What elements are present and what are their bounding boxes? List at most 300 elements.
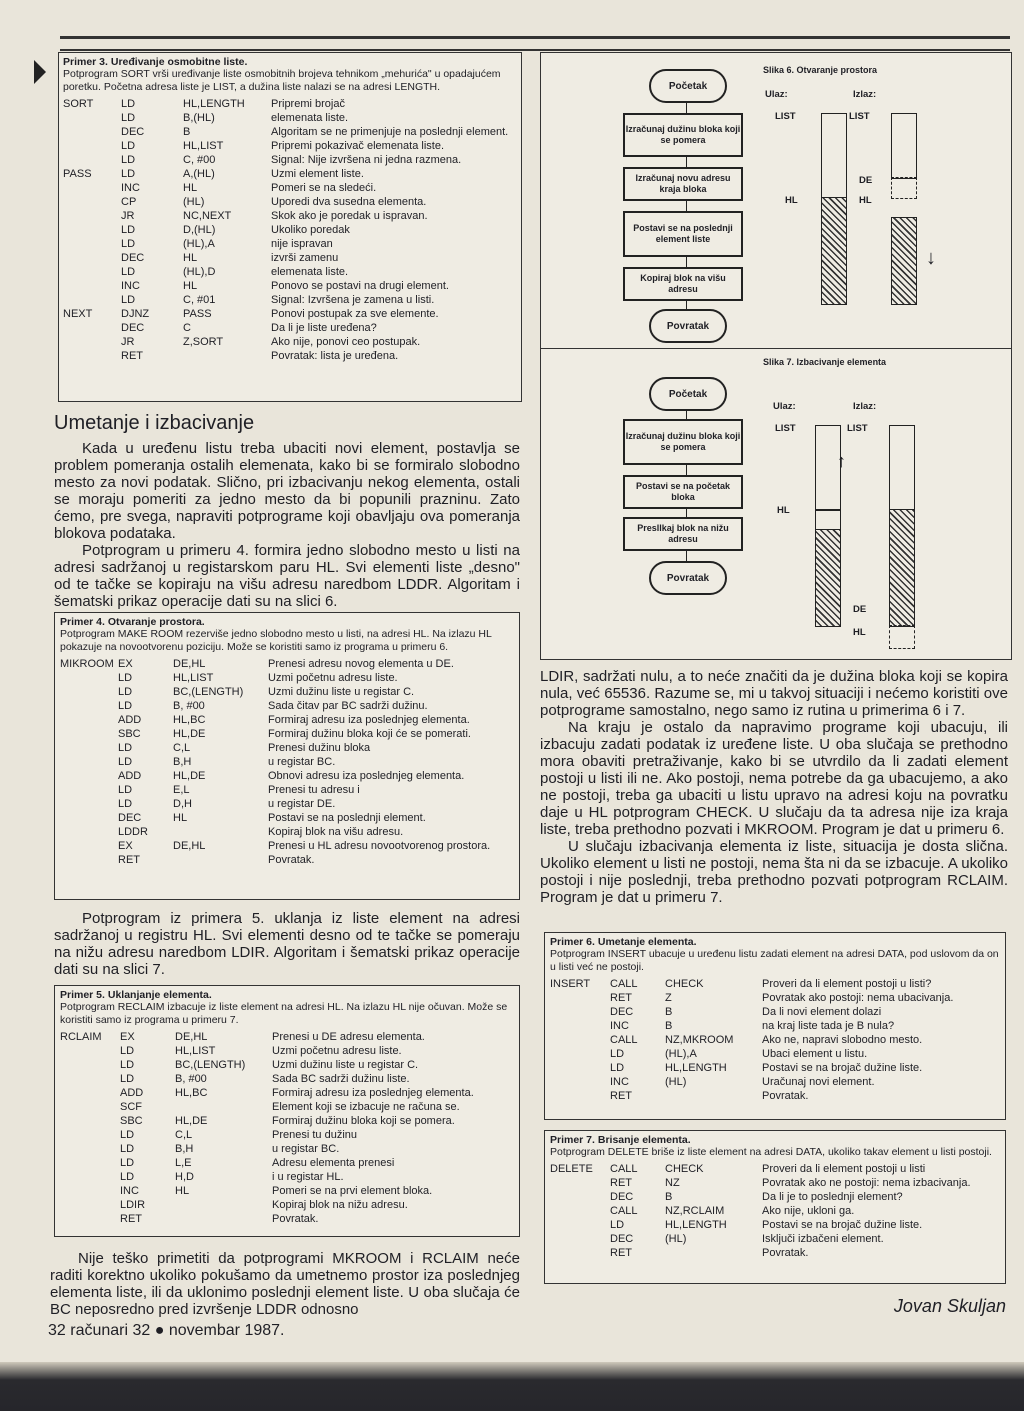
code-comment: Ako nije, ponovi ceo postupak. (271, 336, 421, 348)
code-row (550, 977, 1000, 991)
code-row (63, 167, 517, 181)
code-comment: Povratak ako postoji: nema ubacivanja. (762, 992, 954, 1004)
fig7-col-in-deleted (815, 509, 841, 531)
code-opcode: CP (121, 196, 137, 208)
code-comment: Uzmi dužinu liste u registar C. (272, 1059, 419, 1071)
code-row (63, 293, 517, 307)
code-operand: HL (183, 252, 198, 264)
fig6-step3: Postavi se na poslednji element liste (623, 211, 743, 257)
code-operand: NZ (665, 1177, 680, 1189)
code-operand: H,D (175, 1171, 194, 1183)
fig6-izlaz: Izlaz: (853, 89, 877, 100)
code-label (63, 265, 121, 279)
fig6-caption: Slika 6. Otvaranje prostora (763, 65, 878, 75)
code-row (60, 741, 514, 755)
figure6 (540, 52, 1012, 350)
code-label: MIKROOM (60, 658, 114, 670)
code-row (60, 825, 514, 839)
fig6-col-in-hatch (821, 197, 847, 305)
code-comment: Skok ako je poredak u ispravan. (271, 210, 428, 222)
code-label (63, 223, 121, 237)
fig6-col-out-new (891, 177, 917, 199)
code-opcode: LD (121, 266, 136, 278)
code-row (60, 1156, 514, 1170)
code-row (63, 335, 517, 349)
fig6-de-out: DE (859, 175, 873, 186)
code-opcode: DEC (118, 812, 142, 824)
code-comment: Pomeri se na sledeći. (271, 182, 377, 194)
primer5-title: Primer 5. Uklanjanje elementa. (60, 989, 212, 1001)
code-operand: BC,(LENGTH) (173, 686, 244, 698)
primer7-box (544, 1130, 1006, 1284)
fig6-connector (686, 101, 687, 113)
code-comment: Ako ne, napravi slobodno mesto. (762, 1034, 923, 1046)
code-operand: HL,LIST (175, 1045, 216, 1057)
code-comment: Da li novi element dolazi (762, 1006, 882, 1018)
code-opcode: LD (120, 1143, 135, 1155)
code-row (60, 1086, 514, 1100)
code-row (60, 1128, 514, 1142)
fig6-step1: Izračunaj dužinu bloka koji se pomera (623, 113, 743, 157)
code-label (63, 139, 121, 153)
primer3-code (63, 97, 517, 363)
code-label (60, 853, 118, 867)
code-operand: C, #00 (183, 154, 216, 166)
code-operand: HL (173, 812, 188, 824)
code-opcode: LD (610, 1048, 625, 1060)
code-row (550, 1075, 1000, 1089)
code-row (63, 223, 517, 237)
code-operand: (HL),A (665, 1048, 697, 1060)
code-label (60, 713, 118, 727)
fig7-col-out-free (889, 625, 915, 649)
code-label (550, 1075, 610, 1089)
code-row (60, 1044, 514, 1058)
page-marker-arrow-icon (34, 60, 46, 84)
code-opcode: INC (121, 280, 140, 292)
code-opcode: ADD (118, 714, 142, 726)
code-row (550, 1232, 1000, 1246)
code-comment: izvrši zamenu (271, 252, 339, 264)
code-row (550, 1218, 1000, 1232)
fig6-hl-in: HL (785, 195, 798, 206)
code-comment: Povratak. (272, 1213, 319, 1225)
code-operand: D,(HL) (183, 224, 216, 236)
code-opcode: JR (121, 210, 135, 222)
code-row (60, 657, 514, 671)
text3-p: Nije teško primetiti da potprogrami MKROOM i RCLAIM neće raditi korektno ukoliko pokušamo da umetnemo prostor iza poslednjeg elementa liste, ili da uklonimo poslednji element liste. U oba slučaja će BC neposredno pred izvršenje LDDR odnosno (50, 1250, 520, 1318)
code-comment: Pripremi brojač (271, 98, 345, 110)
fig7-de-out: DE (853, 604, 867, 615)
code-row (550, 1019, 1000, 1033)
code-row (63, 153, 517, 167)
fig6-connector (686, 299, 687, 309)
primer7-desc: Potprogram DELETE briše iz liste element na adresi DATA, ukoliko takav element u listi postoji. (550, 1146, 992, 1158)
fig6-connector (686, 255, 687, 267)
code-row (60, 699, 514, 713)
code-label (60, 1086, 120, 1100)
code-operand: HL (183, 182, 198, 194)
code-label (60, 699, 118, 713)
code-operand: (HL),D (183, 266, 216, 278)
code-operand: DE,HL (173, 840, 206, 852)
code-label (550, 991, 610, 1005)
code-comment: Prenesi u HL adresu novootvorenog prostora. (268, 840, 491, 852)
fig6-step4: Kopiraj blok na višu adresu (623, 267, 743, 301)
code-operand: HL,BC (173, 714, 206, 726)
code-opcode: LD (118, 700, 133, 712)
code-label (550, 1033, 610, 1047)
code-label (550, 1005, 610, 1019)
code-label (60, 1058, 120, 1072)
code-comment: Ponovo se postavi na drugi element. (271, 280, 449, 292)
code-label (60, 1184, 120, 1198)
fig7-start: Početak (649, 377, 727, 411)
code-row (60, 1170, 514, 1184)
fig6-list-out: LIST (849, 111, 870, 122)
code-comment: Obnovi adresu iza poslednjeg elementa. (268, 770, 465, 782)
code-label (60, 1114, 120, 1128)
code-comment: Pripremi pokazivač elemenata liste. (271, 140, 445, 152)
fig7-step3: Presllkaj blok na nižu adresu (623, 517, 743, 551)
code-label: INSERT (550, 978, 591, 990)
code-row (60, 1072, 514, 1086)
code-row (63, 279, 517, 293)
code-opcode: CALL (610, 1205, 638, 1217)
code-label (60, 1072, 120, 1086)
primer5-box (54, 985, 520, 1237)
code-row (60, 685, 514, 699)
code-operand (175, 1198, 272, 1212)
code-comment: Formiraj dužinu bloka koji će se pomerati. (268, 728, 471, 740)
code-label (60, 1128, 120, 1142)
author: Jovan Skuljan (893, 1296, 1006, 1316)
code-label (63, 335, 121, 349)
footer: 32 računari 32 ● novembar 1987. (48, 1322, 285, 1339)
figure7 (540, 348, 1012, 660)
code-label (60, 685, 118, 699)
primer7-title: Primer 7. Brisanje elementa. (550, 1134, 691, 1146)
fig7-list-in: LIST (775, 423, 796, 434)
code-label (60, 727, 118, 741)
fig6-end: Povratak (649, 309, 727, 343)
primer5-code (60, 1030, 514, 1226)
code-comment: Postavi se na brojač dužine liste. (762, 1062, 923, 1074)
code-operand: B,H (175, 1143, 194, 1155)
code-row (60, 1142, 514, 1156)
code-operand: DE,HL (173, 658, 206, 670)
code-comment: Signal: Izvršena je zamena u listi. (271, 294, 435, 306)
code-opcode: LD (121, 112, 136, 124)
fig7-ulaz: Ulaz: (773, 401, 796, 412)
code-opcode: RET (120, 1213, 142, 1225)
code-operand: B, #00 (175, 1073, 207, 1085)
code-comment: Algoritam se ne primenjuje na poslednji element. (271, 126, 509, 138)
code-operand: (HL) (183, 196, 205, 208)
code-label (63, 153, 121, 167)
fig6-list-in: LIST (775, 111, 796, 122)
code-opcode: LD (120, 1157, 135, 1169)
code-label (60, 1142, 120, 1156)
code-row (60, 1030, 514, 1044)
fig7-list-out: LIST (847, 423, 868, 434)
fig6-col-out-hatch (891, 217, 917, 305)
code-operand: NZ,RCLAIM (665, 1205, 725, 1217)
code-opcode: CALL (610, 1034, 638, 1046)
code-operand: B (665, 1020, 673, 1032)
code-operand: PASS (183, 308, 212, 320)
code-opcode: LDDR (118, 826, 148, 838)
code-operand: HL,DE (173, 728, 206, 740)
code-row (60, 713, 514, 727)
code-label (63, 111, 121, 125)
code-operand: HL,LENGTH (665, 1219, 727, 1231)
code-label: PASS (63, 168, 92, 180)
code-opcode: LD (121, 224, 136, 236)
code-row (550, 1176, 1000, 1190)
code-row (63, 97, 517, 111)
primer3-box (58, 52, 522, 402)
code-label (63, 195, 121, 209)
fig7-col-out-hatch (889, 509, 915, 627)
code-comment: Uzmi početnu adresu liste. (268, 672, 398, 684)
code-row (550, 1061, 1000, 1075)
code-opcode: LD (118, 756, 133, 768)
fig6-start: Početak (649, 69, 727, 103)
code-operand: HL,LENGTH (665, 1062, 727, 1074)
code-label (60, 755, 118, 769)
code-comment: Kopiraj blok na nižu adresu. (272, 1199, 408, 1211)
code-label (550, 1204, 610, 1218)
fig7-col-in-hatch (815, 529, 841, 627)
code-opcode: EX (118, 840, 133, 852)
code-label (60, 741, 118, 755)
text4-p3: U slučaju izbacivanja elementa iz liste, situacija je dosta slična. Ukoliko element u listi ne postoji, nema šta ni da se izbacuje. A ukoliko postoji i nije poslednji, treba prethodno pozvati potprogram RCLAIM. Program je dat u primeru 7. (540, 838, 1008, 906)
fig6-connector (686, 155, 687, 167)
code-operand: B (183, 126, 191, 138)
code-opcode: LD (120, 1171, 135, 1183)
code-label (60, 839, 118, 853)
code-opcode: EX (118, 658, 133, 670)
code-label (60, 797, 118, 811)
code-row (60, 811, 514, 825)
code-comment: Element koji se izbacuje ne računa se. (272, 1101, 460, 1113)
code-operand: B, #00 (173, 700, 205, 712)
code-comment: Postavi se na poslednji element. (268, 812, 426, 824)
code-row (60, 839, 514, 853)
code-row (60, 853, 514, 867)
code-label (60, 1044, 120, 1058)
code-operand: HL,LENGTH (183, 98, 245, 110)
code-opcode: LD (118, 798, 133, 810)
code-label: SORT (63, 98, 94, 110)
code-row (63, 125, 517, 139)
code-operand (183, 349, 271, 363)
code-row (63, 321, 517, 335)
code-row (550, 1204, 1000, 1218)
code-operand: D,H (173, 798, 192, 810)
code-comment: i u registar HL. (272, 1171, 344, 1183)
code-operand: HL,LIST (173, 672, 214, 684)
code-row (63, 307, 517, 321)
fig7-step2: Postavi se na početak bloka (623, 475, 743, 509)
code-opcode: RET (121, 350, 143, 362)
code-comment: Kopiraj blok na višu adresu. (268, 826, 404, 838)
code-opcode: LD (120, 1073, 135, 1085)
code-comment: Uračunaj novi element. (762, 1076, 875, 1088)
text1-p1: Kada u uređenu listu treba ubaciti novi element, postavlja se problem pomeranja ostalih elemenata, kako bi se formiralo slobodno mesto za novi podatak. Slično, pri izbacivanju nekog elementa, ostali se moraju pomeriti za jedno mesto da bi popunili prazninu. Zato ćemo, pre svega, napraviti potprograme koji obavljaju ova pomeranja blokova podataka. (54, 440, 520, 542)
code-opcode: DEC (121, 252, 145, 264)
fig7-end: Povratak (649, 561, 727, 595)
code-operand: C,L (175, 1129, 193, 1141)
code-comment: Formiraj dužinu bloka koji se pomera. (272, 1115, 455, 1127)
primer6-title: Primer 6. Umetanje elementa. (550, 936, 697, 948)
code-comment: Prenesi adresu novog elementa u DE. (268, 658, 454, 670)
code-label (550, 1089, 610, 1103)
code-opcode: LD (118, 742, 133, 754)
code-comment: Povratak ako ne postoji: nema izbacivanja. (762, 1177, 971, 1189)
code-opcode: LD (118, 686, 133, 698)
code-opcode: RET (610, 1090, 632, 1102)
fig7-connector (686, 463, 687, 475)
code-label (63, 279, 121, 293)
code-operand: B (665, 1006, 673, 1018)
code-opcode: RET (610, 992, 632, 1004)
code-label (550, 1232, 610, 1246)
code-opcode: LD (121, 98, 136, 110)
code-opcode: LDIR (120, 1199, 146, 1211)
primer5-desc: Potprogram RECLAIM izbacuje iz liste element na adresi HL. Na izlazu HL nije očuvan. Može se koristiti samo iz programa u primeru 7. (60, 1001, 508, 1026)
code-opcode: LD (120, 1129, 135, 1141)
code-label (550, 1246, 610, 1260)
code-label (63, 237, 121, 251)
code-label (60, 1156, 120, 1170)
code-row (550, 1033, 1000, 1047)
code-row (60, 671, 514, 685)
code-operand: BC,(LENGTH) (175, 1059, 246, 1071)
code-row (60, 727, 514, 741)
code-operand: A,(HL) (183, 168, 215, 180)
code-operand: C,L (173, 742, 191, 754)
fig7-caption: Slika 7. Izbacivanje elementa (763, 357, 887, 367)
code-comment: Prenesi tu dužinu (272, 1129, 357, 1141)
primer7-code (550, 1162, 1000, 1260)
code-operand: B (665, 1191, 673, 1203)
code-label (550, 1019, 610, 1033)
code-comment: Uzmi početnu adresu liste. (272, 1045, 402, 1057)
text1 (54, 440, 520, 610)
code-label (550, 1047, 610, 1061)
code-opcode: DEC (610, 1191, 634, 1203)
code-comment: Prenesi tu adresu i (268, 784, 360, 796)
code-label (63, 321, 121, 335)
code-row (60, 797, 514, 811)
code-opcode: JR (121, 336, 135, 348)
code-row (60, 755, 514, 769)
top-rule (60, 36, 1010, 51)
code-label: NEXT (63, 308, 93, 320)
code-opcode: LD (121, 238, 136, 250)
code-comment: Prenesi dužinu bloka (268, 742, 371, 754)
code-row (63, 349, 517, 363)
code-opcode: INC (120, 1185, 139, 1197)
code-opcode: LD (610, 1062, 625, 1074)
code-row (60, 1184, 514, 1198)
code-opcode: LD (121, 140, 136, 152)
code-comment: Povratak: lista je uređena. (271, 350, 399, 362)
code-comment: Ponovi postupak za sve elemente. (271, 308, 439, 320)
code-operand: HL (183, 280, 198, 292)
code-row (550, 1089, 1000, 1103)
text2 (54, 910, 520, 978)
code-opcode: LD (610, 1219, 625, 1231)
code-row (63, 139, 517, 153)
code-label (60, 769, 118, 783)
fig6-col-in (821, 113, 847, 199)
code-operand (665, 1089, 762, 1103)
code-operand: HL,LIST (183, 140, 224, 152)
code-comment: Uporedi dva susedna elementa. (271, 196, 427, 208)
code-comment: elemenata liste. (271, 266, 349, 278)
code-opcode: CALL (610, 1163, 638, 1175)
code-comment: Proveri da li element postoji u listi (762, 1163, 926, 1175)
code-row (550, 1190, 1000, 1204)
code-label (550, 1190, 610, 1204)
code-comment: u registar BC. (272, 1143, 340, 1155)
code-operand: (HL),A (183, 238, 215, 250)
code-operand: (HL) (665, 1076, 687, 1088)
code-opcode: SBC (118, 728, 141, 740)
code-comment: Da li je to poslednji element? (762, 1191, 903, 1203)
code-label (60, 1212, 120, 1226)
code-comment: Povratak. (762, 1247, 809, 1259)
code-opcode: RET (118, 854, 140, 866)
primer3-desc: Potprogram SORT vrši uređivanje liste osmobitnih brojeva tehnikom „mehurića" u opadajućem poretku. Početna adresa liste je LIST, a dužina liste nalazi se na adresi LENGTH. (63, 68, 501, 93)
code-label (60, 1170, 120, 1184)
primer4-desc: Potprogram MAKE ROOM rezerviše jedno slobodno mesto u listi, na adresi HL. Na izlazu HL pokazuje na novootvorenu poziciju. Može se koristiti samo iz programa u primeru 6. (60, 628, 492, 653)
code-row (60, 1058, 514, 1072)
code-row (60, 1198, 514, 1212)
code-comment: Formiraj adresu iza poslednjeg elementa. (272, 1087, 474, 1099)
code-operand: NZ,MKROOM (665, 1034, 734, 1046)
code-row (63, 251, 517, 265)
code-row (550, 1047, 1000, 1061)
code-row (60, 1212, 514, 1226)
code-comment: Signal: Nije izvršena ni jedna razmena. (271, 154, 462, 166)
primer6-code (550, 977, 1000, 1103)
code-label (550, 1061, 610, 1075)
code-operand: C, #01 (183, 294, 216, 306)
code-opcode: INC (610, 1076, 629, 1088)
code-row (60, 1100, 514, 1114)
primer3-title: Primer 3. Uređivanje osmobitne liste. (63, 56, 248, 68)
code-opcode: ADD (118, 770, 142, 782)
code-label (550, 1218, 610, 1232)
code-comment: Ukoliko poredak (271, 224, 350, 236)
fig6-hl-out: HL (859, 195, 872, 206)
code-label: DELETE (550, 1163, 593, 1175)
text3 (50, 1250, 520, 1318)
code-opcode: DEC (121, 322, 145, 334)
code-row (60, 783, 514, 797)
primer6-desc: Potprogram INSERT ubacuje u uređenu listu zadati element na adresi DATA, pod uslovom da on u listi već ne postoji. (550, 948, 999, 973)
fig7-connector (686, 409, 687, 419)
fig6-connector (686, 199, 687, 211)
code-comment: Uzmi element liste. (271, 168, 364, 180)
primer4-code (60, 657, 514, 867)
code-operand: NC,NEXT (183, 210, 232, 222)
code-comment: na kraj liste tada je B nula? (762, 1020, 895, 1032)
